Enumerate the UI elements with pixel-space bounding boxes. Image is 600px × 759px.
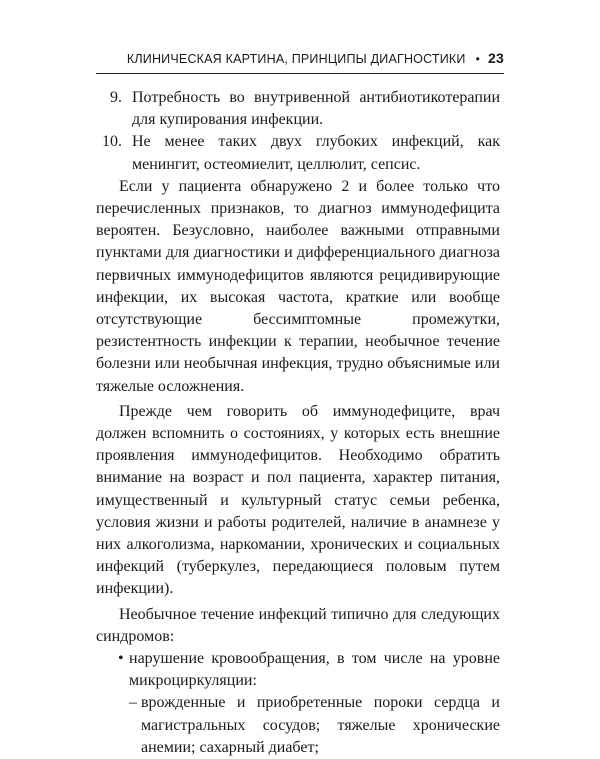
- bullet-text: нарушение кровообращения, в том числе на уровне микроциркуляции:: [129, 650, 500, 690]
- dash-marker: –: [129, 694, 137, 712]
- bullet-item: [118, 648, 500, 692]
- header-separator: •: [475, 52, 481, 66]
- running-header: [96, 50, 504, 74]
- page-number: 23: [488, 50, 504, 66]
- list-text: Потребность во внутривенной антибиотикотерапии для купирования инфекции.: [132, 89, 500, 129]
- list-number: 9.: [110, 89, 122, 106]
- running-title: КЛИНИЧЕСКАЯ КАРТИНА, ПРИНЦИПЫ ДИАГНОСТИКИ: [126, 52, 466, 66]
- paragraph-syndromes: Необычное течение инфекций типично для следующих синдромов:: [96, 605, 500, 645]
- list-item-9: [110, 87, 500, 131]
- list-item-10: [102, 131, 500, 175]
- bullet-marker: •: [118, 650, 124, 668]
- list-number: 10.: [102, 133, 122, 151]
- paragraph-conditions: Прежде чем говорить об иммунодефиците, врач должен вспомнить о состояниях, у которых есть внешние проявления иммунодефицитов. Необходимо обратить внимание на возраст и пол пациента, характер питания, имущественный и культурный статус семьи ребенка, условия жизни и работы родителей, наличие в анамнезе у них алкоголизма, наркомании, хронических и социальных инфекций (туберкулез, передающиеся половым путем инфекции).: [96, 402, 500, 598]
- list-text: Не менее таких двух глубоких инфекций, как менингит, остеомиелит, целлюлит, сепсис.: [132, 133, 500, 173]
- page-body: [96, 87, 500, 759]
- paragraph-diagnosis: Если у пациента обнаружено 2 и более только что перечисленных признаков, то диагноз иммунодефицита вероятен. Безусловно, наиболее важными отправными пунктами для диагностики и дифференциального диагноза первичных иммунодефицитов являются рецидивирующие инфекции, их высокая частота, краткие или вообще отсутствующие бессимптомные промежутки, резистентность инфекции к терапии, необычное течение болезни или необычная инфекция, трудно объяснимые или тяжелые осложнения.: [96, 177, 500, 395]
- dash-item: [129, 692, 500, 759]
- dash-text: врожденные и приобретенные пороки сердца и магистральных сосудов; тяжелые хронические анемии; сахарный диабет;: [141, 694, 500, 756]
